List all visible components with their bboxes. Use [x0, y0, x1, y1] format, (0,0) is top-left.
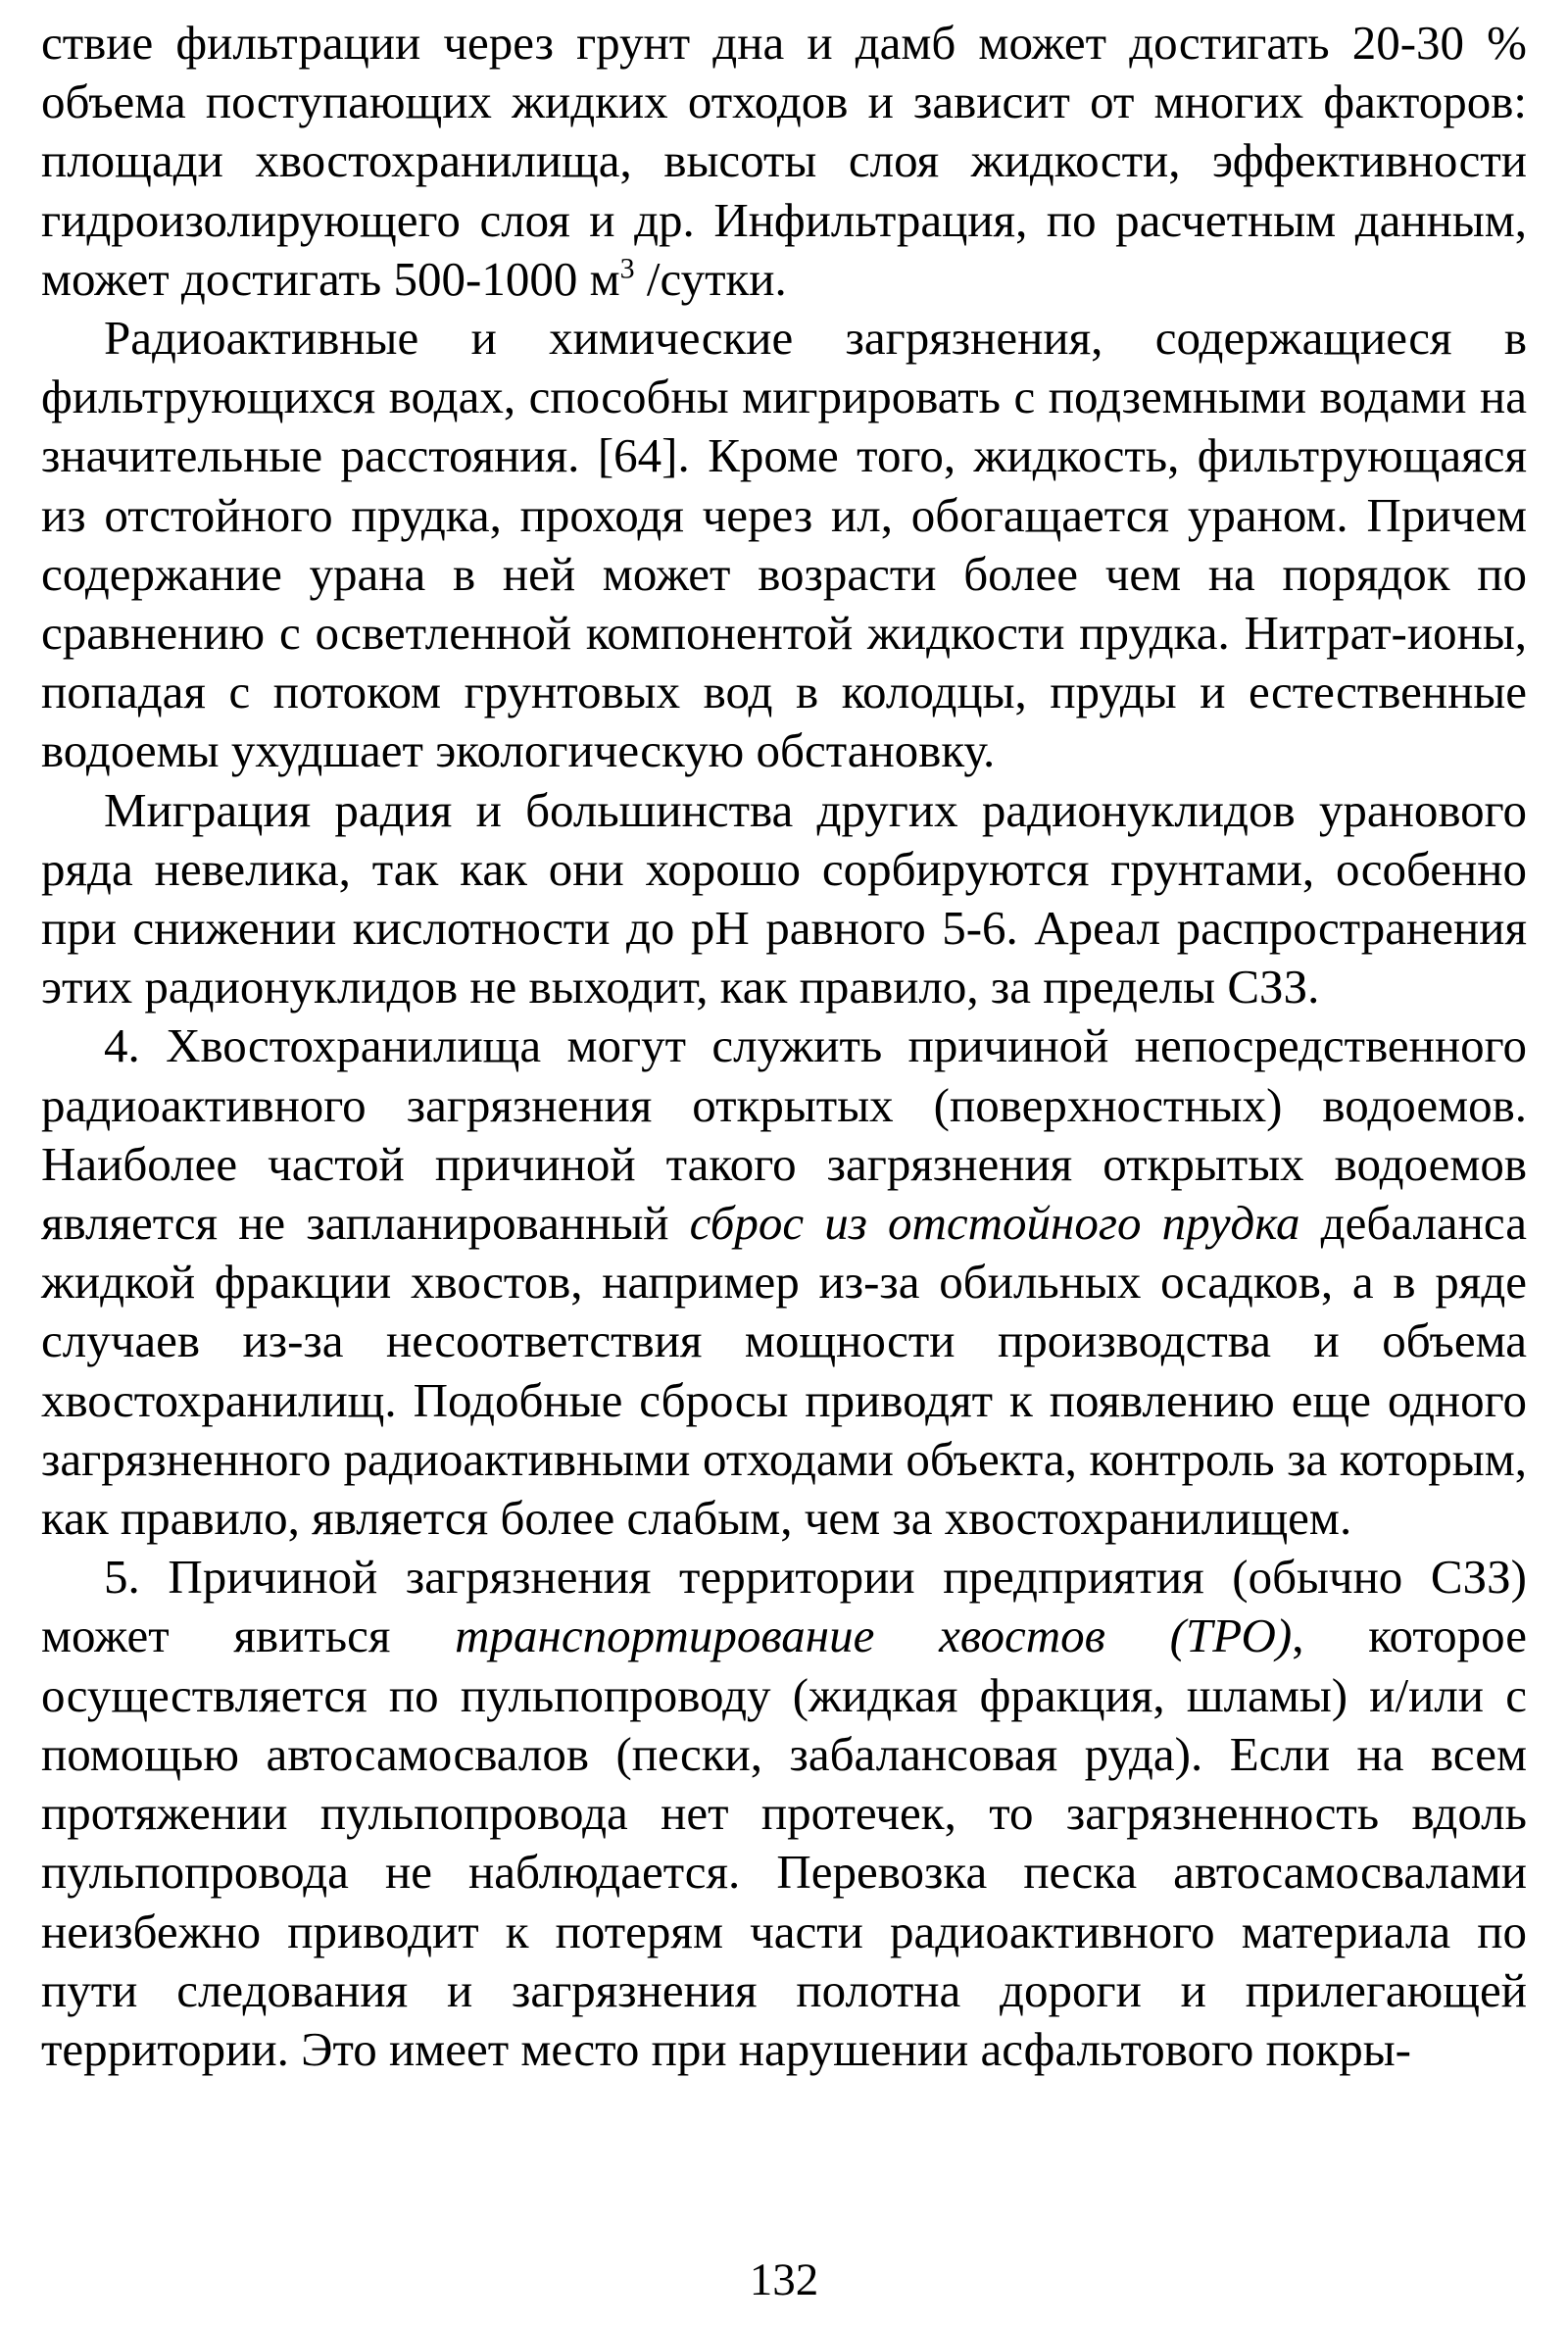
- page-number: 132: [749, 2254, 819, 2305]
- italic-phrase: сброс из отстойного прудка: [689, 1196, 1300, 1251]
- italic-phrase: транспортирование хвостов (ТРО): [455, 1608, 1293, 1663]
- text-segment: 4. Хвостохранилища могут служить причиной непосредственного радиоактивного загрязнения открытых (поверхностных) водоемов. Наиболее частой причиной такого загрязнения открытых водоемов является не запланированный: [41, 1018, 1527, 1251]
- superscript-cubic: 3: [619, 252, 635, 285]
- text-segment: дебаланса жидкой фракции хвостов, например из-за обильных осадков, а в ряде случаев из-за несоответствия мощности производства и объема хвостохранилищ. Подобные сбросы приводят к появлению еще одного загрязненного радиоактивными отходами объекта, контроль за которым, как правило, является более слабым, чем за хвостохранилищем.: [41, 1196, 1527, 1546]
- paragraph-radium-migration: Миграция радия и большинства других радионуклидов уранового ряда невелика, так как они хорошо сорбируются грунтами, особенно при снижении кислотности до pH равного 5-6. Ареал распространения этих радионуклидов не выходит, как правило, за пределы СЗЗ.: [41, 782, 1527, 1015]
- text-segment: 5. Причиной загрязнения территории предприятия (обычно СЗЗ) может явиться: [41, 1550, 1527, 1663]
- paragraph-continuation: [41, 14, 1527, 309]
- document-page: [41, 14, 1527, 2307]
- paragraph-radioactive-contamination: Радиоактивные и химические загрязнения, содержащиеся в фильтрующихся водах, способны мигрировать с подземными водами на значительные расстояния. [64]. Кроме того, жидкость, фильтрующаяся из отстойного прудка, проходя через ил, обогащается ураном. Причем содержание урана в ней может возрасти более чем на порядок по сравнению с осветленной компонентой жидкости прудка. Нитрат-ионы, попадая с потоком грунтовых вод в колодцы, пруды и естественные водоемы ухудшает экологическую обстановку.: [41, 311, 1527, 778]
- text-segment: ствие фильтрации через грунт дна и дамб может достигать 20-30 % объема поступающих жидких отходов и зависит от многих факторов: площади хвостохранилища, высоты слоя жидкости, эффективности гидроизолирующего слоя и др. Инфильтрация, по расчетным данным, может достигать 500-1000 м: [41, 16, 1527, 306]
- text-segment: /сутки.: [634, 251, 787, 306]
- text-segment: , которое осуществляется по пульпопроводу (жидкая фракция, шламы) и/или с помощью автосамосвалов (пески, забалансовая руда). Если на всем протяжении пульпопровода нет протечек, то загрязненность вдоль пульпопровода не наблюдается. Перевозка песка автосамосвалами неизбежно приводит к потерям части радиоактивного материала по пути следования и загрязнения полотна дороги и прилегающей территории. Это имеет место при нарушении асфальтового покры-: [41, 1608, 1527, 2076]
- paragraph-item-5: [41, 1548, 1527, 2079]
- paragraph-item-4: [41, 1016, 1527, 1548]
